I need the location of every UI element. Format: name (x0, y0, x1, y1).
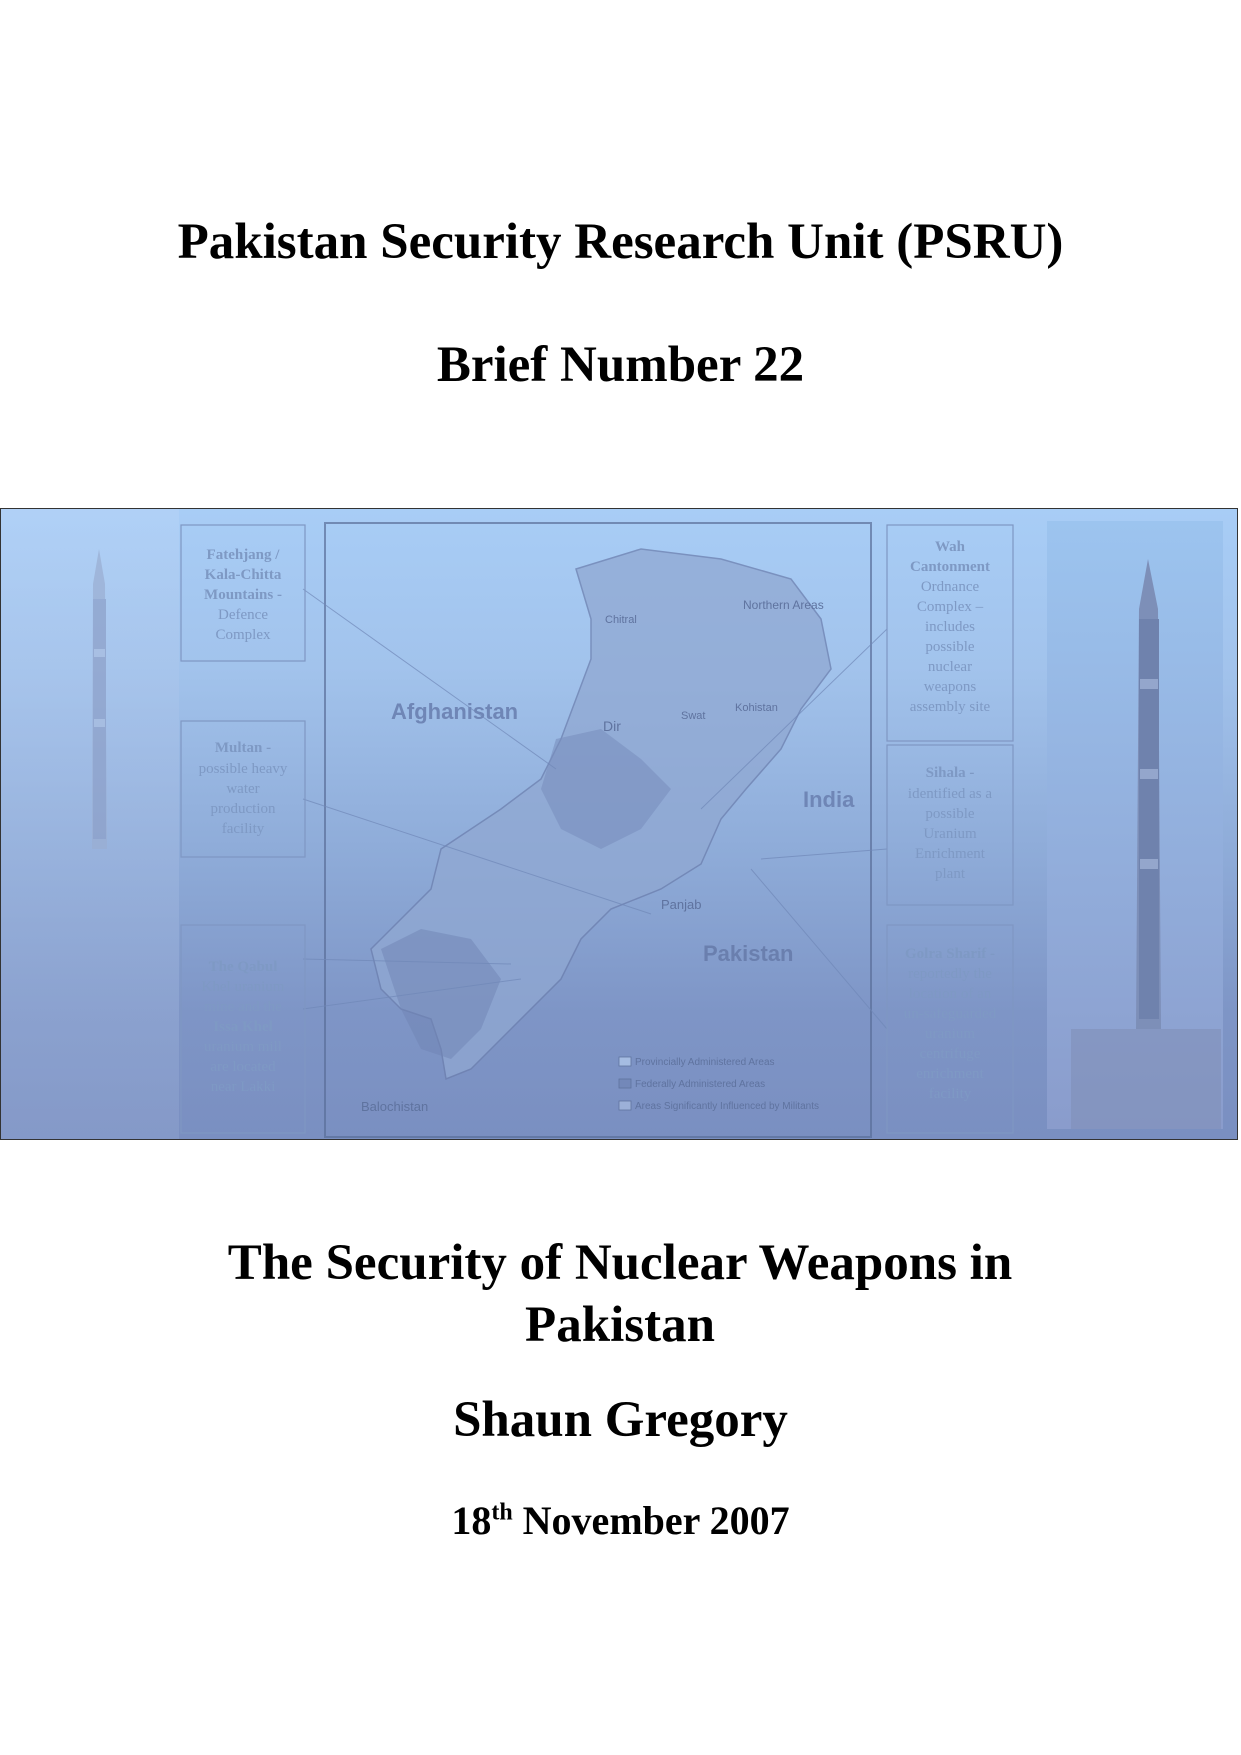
map-label-afghanistan: Afghanistan (391, 699, 519, 724)
annotation-line: Uranium (923, 826, 977, 842)
brief-number-heading: Brief Number 22 (436, 337, 805, 393)
annotation-line: Sihala - (925, 765, 975, 781)
annotation-multan (199, 740, 288, 837)
legend-item: Federally Administered Areas (635, 1079, 766, 1090)
annotation-line: Kala-Chitta (204, 567, 282, 583)
annotation-line: uranium (925, 1026, 975, 1042)
annotation-fatehjang (204, 547, 282, 643)
annotation-line: uranium mill (204, 1039, 282, 1055)
annotation-line: assembly site (909, 699, 991, 715)
annotation-golra-sharif (904, 946, 997, 1102)
annotation-line: un-safeguarded (903, 1006, 997, 1022)
annotation-line: facility (221, 821, 265, 837)
map-label-dir: Dir (603, 718, 621, 734)
annotation-line: production (210, 801, 276, 817)
annotation-line: Fatehjang / (206, 547, 280, 563)
date-month-year: November 2007 (512, 1498, 790, 1543)
annotation-line: location of an (908, 986, 992, 1002)
map-label-balochistan: Balochistan (361, 1099, 429, 1114)
map-legend (619, 1057, 819, 1112)
annotation-line: Ordnance (920, 579, 980, 595)
date-suffix: th (491, 1499, 513, 1526)
pakistan-map (371, 549, 831, 1079)
legend-item: Provincially Administered Areas (635, 1057, 775, 1068)
cover-banner-image (0, 508, 1238, 1140)
annotation-line: possible (925, 806, 975, 822)
annotation-line: facility (928, 1086, 972, 1102)
annotation-sihala (908, 765, 992, 882)
annotation-line: mine and the (204, 999, 282, 1015)
annotation-line: near Lakki (210, 1079, 276, 1095)
annotation-line: Cantonment (909, 559, 991, 575)
annotation-line: Mountains - (204, 587, 282, 603)
annotation-line: Issa Khel (213, 1019, 273, 1035)
missile-left-icon (92, 549, 107, 849)
annotation-line: identified as a (907, 786, 993, 802)
date-day: 18 (451, 1498, 492, 1543)
map-label-panjab: Panjab (661, 897, 702, 912)
annotation-line: centrifuge (919, 1046, 981, 1062)
annotation-line: possible (925, 639, 975, 655)
annotation-line: nuclear (927, 659, 973, 675)
annotation-line: Complex (215, 627, 271, 643)
annotation-line: The Qabul (208, 959, 278, 975)
publication-date (0, 1497, 1241, 1545)
map-label-swat: Swat (681, 710, 706, 722)
map-label-pakistan: Pakistan (703, 941, 794, 966)
map-label-india: India (803, 787, 855, 812)
map-label-kohistan: Kohistan (735, 702, 778, 714)
annotation-line: Wah (934, 539, 966, 555)
map-label-northern-areas: Northern Areas (743, 598, 824, 612)
annotation-line: water (226, 781, 260, 797)
annotation-qabul-khel (202, 959, 285, 1095)
annotation-line: are located (210, 1059, 276, 1075)
annotation-line: includes (925, 619, 975, 635)
organization-heading: Pakistan Security Research Unit (PSRU) (177, 214, 1064, 270)
annotation-line: plant (935, 866, 965, 882)
annotation-line: Enrichment (915, 846, 985, 862)
annotation-line: reportedly the (908, 966, 992, 982)
annotation-line: Golra Sharif - (905, 946, 995, 962)
annotation-line: Complex – (916, 599, 984, 615)
banner-illustration (1, 509, 1238, 1140)
annotation-line: weapons (923, 679, 977, 695)
annotation-line: possible heavy (198, 761, 288, 777)
author-name: Shaun Gregory (453, 1392, 788, 1448)
annotation-line: Multan - (214, 740, 272, 756)
annotation-wah (910, 539, 991, 715)
annotation-line: enrichment (916, 1066, 984, 1082)
legend-item: Areas Significantly Influenced by Militants (635, 1101, 819, 1112)
annotation-line: Defence (218, 607, 268, 623)
map-label-chitral: Chitral (605, 614, 637, 626)
annotation-line: Khel uranium (201, 979, 285, 995)
document-title: The Security of Nuclear Weapons in Pakistan (227, 1235, 1013, 1353)
